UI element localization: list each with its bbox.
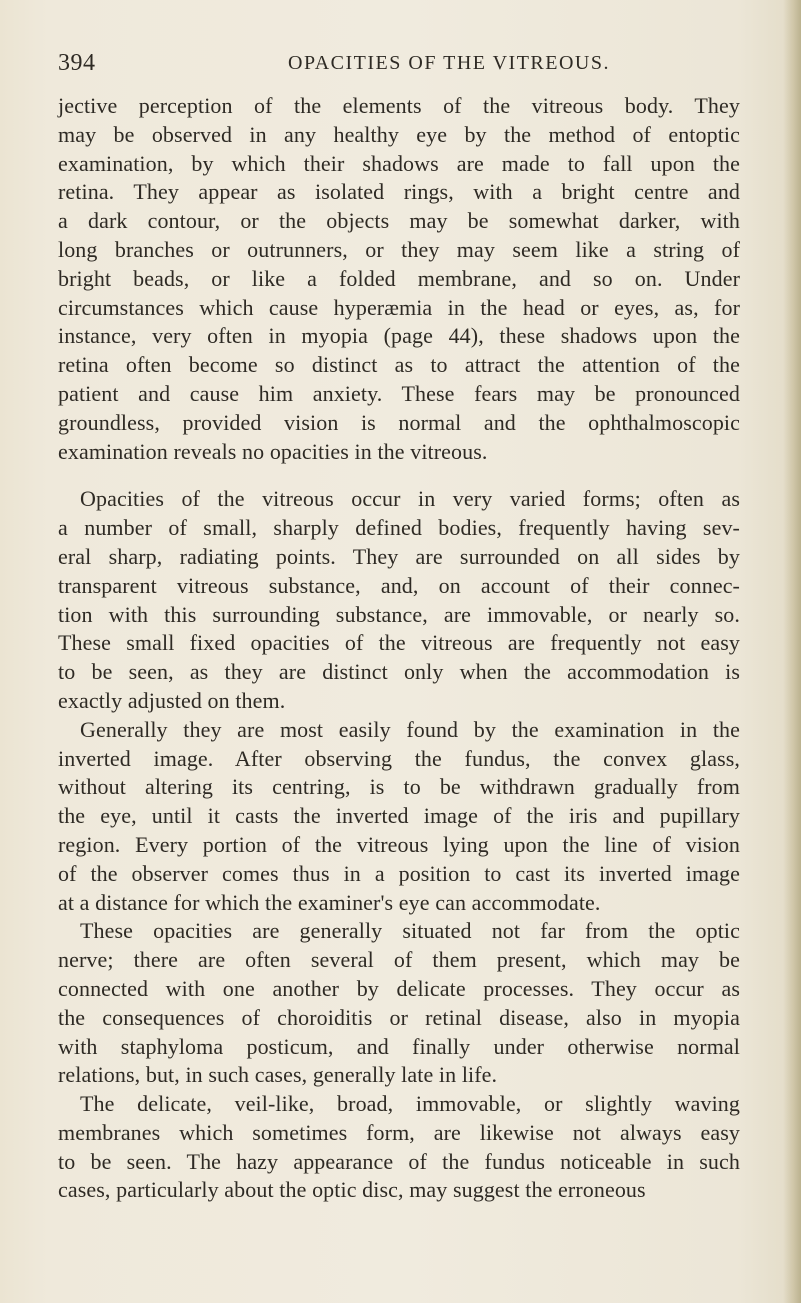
text-line: jective perception of the elements of the vitreous body. They [58,93,740,118]
text-line: examination reveals no opacities in the vitreous. [58,438,488,464]
running-title: OPACITIES OF THE VITREOUS. [288,52,610,74]
text-line: These opacities are generally situated not far from the optic [80,918,740,944]
page-number: 394 [58,50,96,76]
text-line: instance, very often in myopia (page 44), these shadows upon the [58,323,740,349]
paragraph [58,1090,740,1205]
paragraph [58,917,740,1090]
text-line: exactly adjusted on them. [58,687,286,713]
text-line: circumstances which cause hyperæmia in the head or eyes, as, for [58,294,740,320]
text-line: with staphyloma posticum, and finally under otherwise normal [58,1033,740,1059]
text-line: tion with this surrounding substance, are immovable, or nearly so. [58,601,740,627]
text-line: inverted image. After observing the fundus, the convex glass, [58,745,740,771]
paragraph [58,92,740,466]
text-line: of the observer comes thus in a position to cast its inverted image [58,860,740,886]
paragraph [58,716,740,918]
text-line: long branches or outrunners, or they may seem like a string of [58,236,740,262]
running-head [58,50,748,80]
paragraph [58,485,740,715]
text-line: a dark contour, or the objects may be somewhat darker, with [58,208,740,234]
text-line: without altering its centring, is to be withdrawn gradually from [58,774,740,800]
text-line: nerve; there are often several of them present, which may be [58,947,740,973]
text-line: Opacities of the vitreous occur in very varied forms; often as [80,486,740,512]
text-line: to be seen, as they are distinct only when the accommodation is [58,659,740,685]
text-line: region. Every portion of the vitreous lying upon the line of vision [58,831,740,857]
text-line: examination, by which their shadows are made to fall upon the [58,150,740,176]
text-line: groundless, provided vision is normal and the ophthalmoscopic [58,409,740,435]
text-line: to be seen. The hazy appearance of the fundus noticeable in such [58,1148,740,1174]
text-line: the consequences of choroiditis or retinal disease, also in myopia [58,1004,740,1030]
text-line: patient and cause him anxiety. These fears may be pronounced [58,380,740,406]
text-line: connected with one another by delicate processes. They occur as [58,975,740,1001]
text-line: relations, but, in such cases, generally late in life. [58,1062,498,1088]
text-line: bright beads, or like a folded membrane, and so on. Under [58,265,740,291]
text-line: retina often become so distinct as to attract the attention of the [58,352,740,378]
text-line: may be observed in any healthy eye by the method of entoptic [58,121,740,147]
text-line: at a distance for which the examiner's eye can accommodate. [58,889,601,915]
text-line: a number of small, sharply defined bodies, frequently having sev- [58,515,740,541]
text-line: The delicate, veil-like, broad, immovable, or slightly waving [80,1091,740,1117]
paragraph-gap [58,466,740,485]
text-line: transparent vitreous substance, and, on account of their connec- [58,572,740,598]
text-line: These small fixed opacities of the vitreous are frequently not easy [58,630,740,656]
text-line: eral sharp, radiating points. They are surrounded on all sides by [58,543,740,569]
text-line: cases, particularly about the optic disc, may suggest the erroneous [58,1177,646,1203]
text-line: retina. They appear as isolated rings, with a bright centre and [58,179,740,205]
text-line: Generally they are most easily found by the examination in the [80,716,740,742]
text-line: the eye, until it casts the inverted image of the iris and pupillary [58,803,740,829]
page-edge-shadow [783,0,801,1303]
body-text [58,92,740,1205]
text-line: membranes which sometimes form, are likewise not always easy [58,1119,740,1145]
